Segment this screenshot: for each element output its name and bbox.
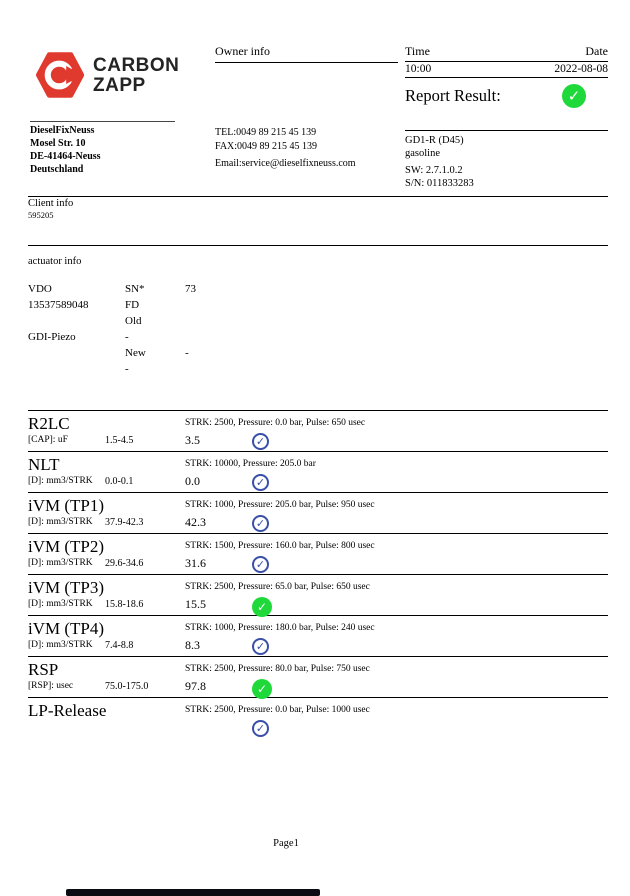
actuator-old-label: Old <box>125 315 142 327</box>
test-pass-icon: ✓ <box>252 433 269 450</box>
test-results-list <box>28 410 608 738</box>
bottom-black-bar <box>66 889 320 896</box>
date-label: Date <box>585 44 608 58</box>
report-result <box>405 84 608 108</box>
test-unit: [D]: mm3/STRK <box>28 517 93 527</box>
machine-fuel: gasoline <box>405 147 440 159</box>
test-unit: [RSP]: usec <box>28 681 74 691</box>
test-range: 0.0-0.1 <box>105 476 134 487</box>
actuator-sn-label: SN* <box>125 283 145 295</box>
brand-name <box>93 56 179 96</box>
test-row-ivm-tp4 <box>28 615 608 656</box>
machine-info <box>405 130 608 190</box>
actuator-new-value: - <box>185 347 189 359</box>
report-result-label: Report Result: <box>405 86 501 105</box>
test-range: 37.9-42.3 <box>105 517 144 528</box>
test-params: STRK: 2500, Pressure: 65.0 bar, Pulse: 650 usec <box>185 582 370 592</box>
test-unit: [CAP]: uF <box>28 435 68 445</box>
owner-contact <box>215 126 356 171</box>
test-pass-icon: ✓ <box>252 679 272 699</box>
divider <box>28 245 608 246</box>
test-row-nlt <box>28 451 608 492</box>
test-pass-icon: ✓ <box>252 597 272 617</box>
test-pass-icon: ✓ <box>252 638 269 655</box>
client-info <box>28 198 73 220</box>
owner-city: DE-41464-Neuss <box>30 151 101 162</box>
test-value <box>185 720 252 739</box>
test-name: iVM (TP1) <box>28 496 105 515</box>
test-params: STRK: 1000, Pressure: 180.0 bar, Pulse: 240 usec <box>185 623 375 633</box>
time-date-block <box>405 44 608 78</box>
test-unit: [D]: mm3/STRK <box>28 640 93 650</box>
test-range: 29.6-34.6 <box>105 558 144 569</box>
test-value: 8.3 <box>185 638 200 652</box>
test-name: iVM (TP4) <box>28 619 105 638</box>
report-pass-icon: ✓ <box>562 84 586 108</box>
test-range: 75.0-175.0 <box>105 681 149 692</box>
test-name: iVM (TP2) <box>28 537 105 556</box>
test-row-ivm-tp2 <box>28 533 608 574</box>
brand-line-1: CARBON <box>93 55 180 76</box>
machine-sw: SW: 2.7.1.0.2 <box>405 165 463 176</box>
test-value: 42.3 <box>185 515 206 529</box>
client-info-label: Client info <box>28 198 74 209</box>
page-number: Page1 <box>273 838 299 849</box>
test-value: 15.5 <box>185 597 206 611</box>
test-params: STRK: 2500, Pressure: 0.0 bar, Pulse: 650 usec <box>185 418 366 428</box>
test-pass-icon: ✓ <box>252 556 269 573</box>
owner-email: Email:service@dieselfixneuss.com <box>215 158 356 169</box>
test-params: STRK: 1500, Pressure: 160.0 bar, Pulse: 800 usec <box>185 541 375 551</box>
test-range: 1.5-4.5 <box>105 435 134 446</box>
actuator-old-value: - <box>125 331 129 343</box>
test-range <box>105 720 185 739</box>
owner-country: Deutschland <box>30 164 84 175</box>
test-unit: [D]: mm3/STRK <box>28 558 93 568</box>
actuator-extra-dash: - <box>125 363 129 375</box>
date-value: 2022-08-08 <box>554 63 608 75</box>
owner-fax: FAX:0049 89 215 45 139 <box>215 140 318 152</box>
test-params: STRK: 10000, Pressure: 205.0 bar <box>185 459 316 469</box>
actuator-new-label: New <box>125 347 146 359</box>
owner-name: DieselFixNeuss <box>30 125 95 136</box>
test-unit: [D]: mm3/STRK <box>28 599 93 609</box>
test-pass-icon: ✓ <box>252 515 269 532</box>
test-name: R2LC <box>28 414 70 433</box>
test-row-ivm-tp1 <box>28 492 608 533</box>
test-pass-icon: ✓ <box>252 720 269 737</box>
test-range: 15.8-18.6 <box>105 599 144 610</box>
test-params: STRK: 2500, Pressure: 0.0 bar, Pulse: 1000 usec <box>185 705 370 715</box>
test-row-lp-release <box>28 697 608 738</box>
client-info-value: 595205 <box>28 210 54 220</box>
test-value: 3.5 <box>185 433 200 447</box>
test-name: LP-Release <box>28 701 107 720</box>
test-row-ivm-tp3 <box>28 574 608 615</box>
owner-street: Mosel Str. 10 <box>30 138 86 149</box>
test-unit: [D]: mm3/STRK <box>28 476 93 486</box>
actuator-brand: VDO <box>28 283 52 295</box>
time-label: Time <box>405 44 430 58</box>
test-value: 31.6 <box>185 556 206 570</box>
test-params: STRK: 1000, Pressure: 205.0 bar, Pulse: 950 usec <box>185 500 375 510</box>
test-range: 7.4-8.8 <box>105 640 134 651</box>
actuator-fd-label: FD <box>125 299 140 311</box>
test-params: STRK: 2500, Pressure: 80.0 bar, Pulse: 750 usec <box>185 664 370 674</box>
test-name: RSP <box>28 660 59 679</box>
test-name: NLT <box>28 455 60 474</box>
actuator-sn-value: 73 <box>185 283 196 295</box>
owner-tel: TEL:0049 89 215 45 139 <box>215 127 317 138</box>
divider <box>28 196 608 197</box>
brand-line-2: ZAPP <box>93 75 146 96</box>
time-value: 10:00 <box>405 63 432 75</box>
test-name: iVM (TP3) <box>28 578 105 597</box>
test-row-rsp <box>28 656 608 697</box>
divider-under-logo <box>30 121 175 122</box>
test-row-r2lc <box>28 410 608 451</box>
actuator-info-label: actuator info <box>28 256 82 267</box>
actuator-type: GDI-Piezo <box>28 331 76 343</box>
actuator-part-number: 13537589048 <box>28 299 89 311</box>
machine-sn: S/N: 011833283 <box>405 177 474 189</box>
machine-model: GD1-R (D45) <box>405 135 464 146</box>
owner-info-label: Owner info <box>215 44 398 63</box>
owner-address <box>30 124 101 176</box>
test-pass-icon: ✓ <box>252 474 269 491</box>
test-value: 97.8 <box>185 679 206 693</box>
carbon-zapp-logo-icon <box>35 50 87 100</box>
test-value: 0.0 <box>185 474 200 488</box>
test-unit <box>28 720 105 739</box>
